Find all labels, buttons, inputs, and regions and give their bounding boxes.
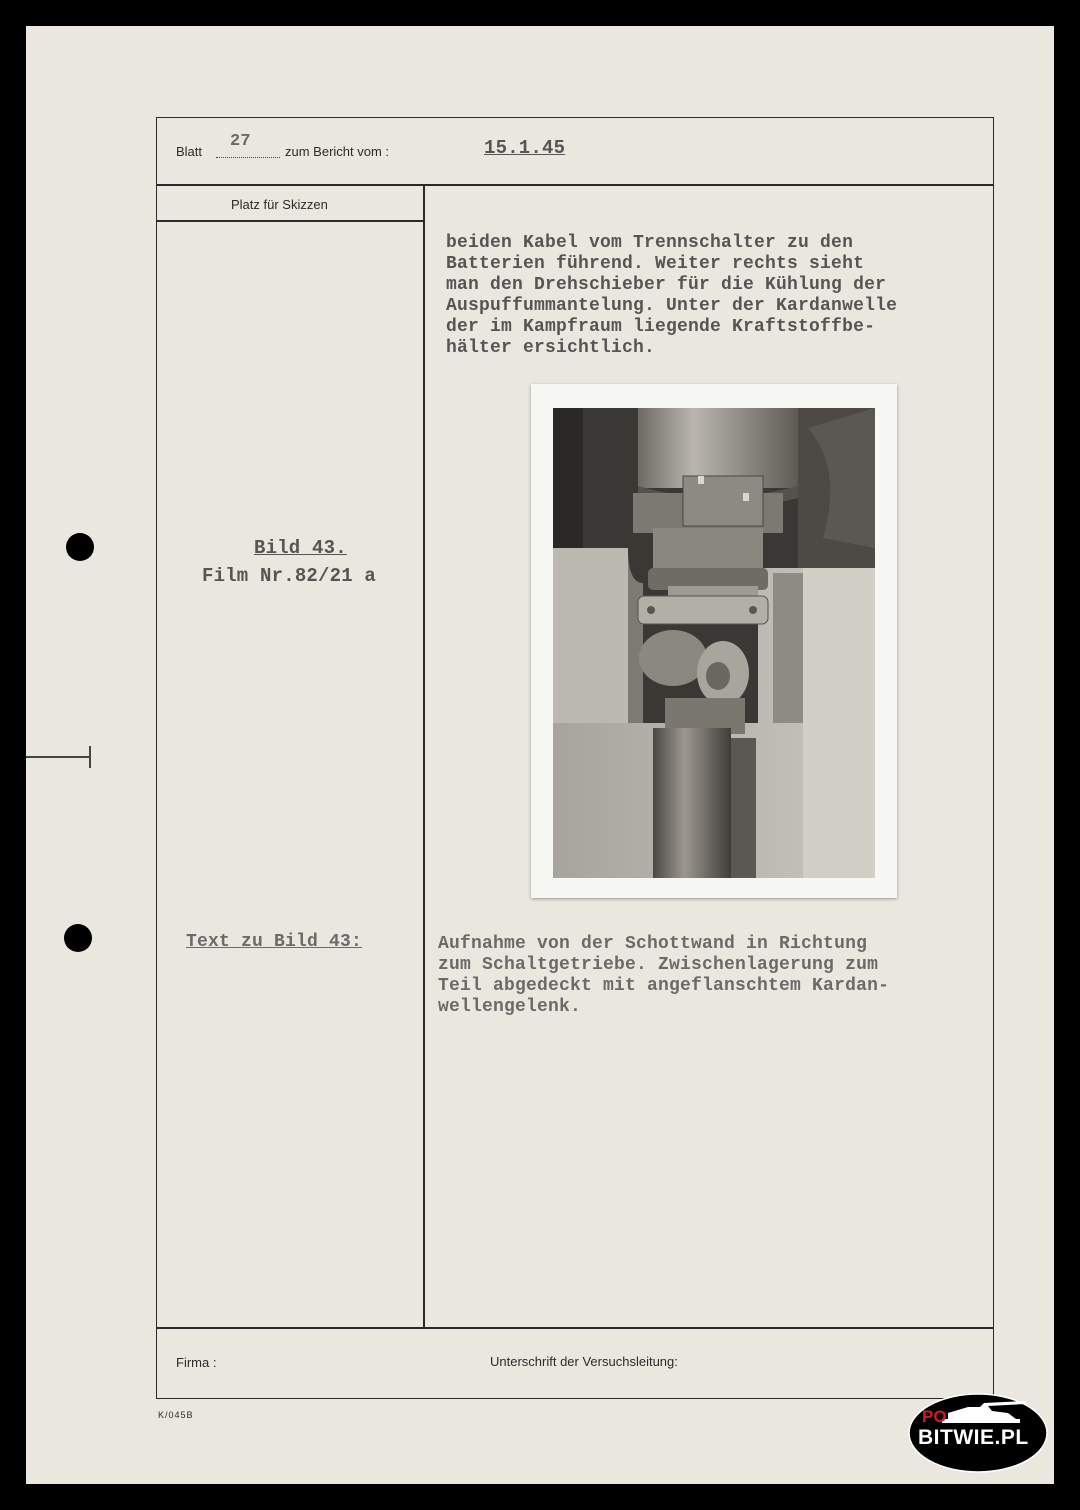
punch-hole-bottom [64,924,92,952]
body-line: Auspuffummantelung. Unter der Kardanwelle [446,296,898,316]
form-code: K/045B [158,1410,194,1420]
signature-label: Unterschrift der Versuchsleitung: [490,1354,678,1369]
sketch-column-header: Platz für Skizzen [231,197,328,212]
caption-text [438,934,889,1018]
document-page [26,26,1054,1484]
bericht-label: zum Bericht vom : [285,144,390,159]
bericht-date: 15.1.45 [484,137,566,159]
body-line: der im Kampfraum liegende Kraftstoffbe- [446,317,876,337]
punch-hole-top [66,533,94,561]
header-divider [156,184,994,186]
blatt-label: Blatt [176,144,203,159]
caption-line: zum Schaltgetriebe. Zwischenlagerung zum [438,955,879,975]
body-line: Batterien führend. Weiter rechts sieht [446,254,865,274]
body-line: beiden Kabel vom Trennschalter zu den [446,233,854,253]
figure-title: Bild 43. [254,537,347,559]
body-text [446,233,897,359]
body-line: man den Drehschieber für die Kühlung der [446,275,887,295]
sketch-header-divider [156,220,423,222]
column-divider [423,184,425,1327]
logo-text-bitwie: BITWIE.PL [918,1426,1029,1449]
body-line: hälter ersichtlich. [446,338,656,358]
cardan-shaft-photo [553,408,875,878]
pobitwie-logo [908,1393,1048,1473]
firma-label: Firma : [176,1355,217,1370]
footer-divider [156,1327,994,1329]
caption-line: Teil abgedeckt mit angeflanschtem Kardan- [438,976,890,996]
blatt-dotted-line [216,157,280,158]
caption-label: Text zu Bild 43: [186,932,363,952]
photo-mount [531,384,897,898]
fold-mark [26,756,90,758]
caption-line: wellengelenk. [438,997,582,1017]
logo-text-po: PO [922,1407,947,1426]
figure-film-number: Film Nr.82/21 a [202,565,377,587]
fold-mark-tick [89,746,91,768]
blatt-number: 27 [230,132,251,151]
caption-line: Aufnahme von der Schottwand in Richtung [438,934,868,954]
